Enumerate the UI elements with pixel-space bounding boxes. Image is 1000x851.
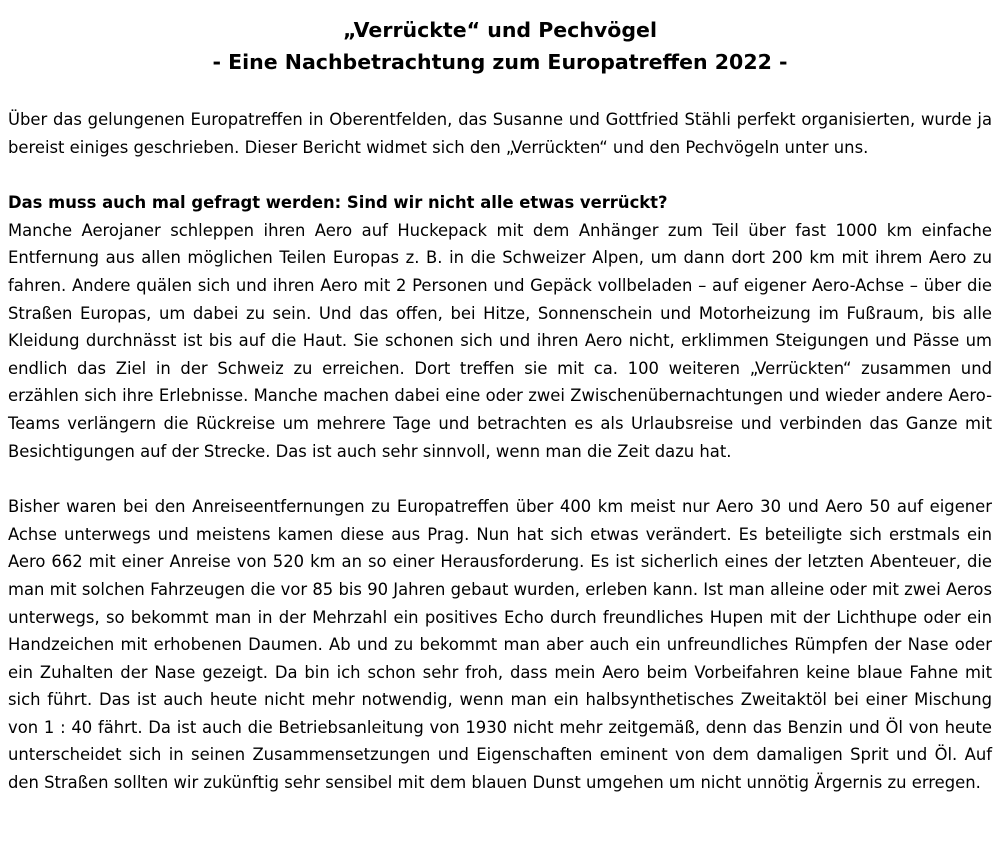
spacer: [8, 161, 992, 189]
section-heading: Das muss auch mal gefragt werden: Sind wir nicht alle etwas verrückt?: [8, 193, 668, 213]
intro-paragraph: Über das gelungenen Europatreffen in Oberentfelden, das Susanne und Gottfried Stähli perfekt organisierten, wurde ja bereist einiges geschrieben. Dieser Bericht widmet sich den „Verrückten“ und den Pechvögeln unter uns.: [8, 110, 992, 157]
title-line-2: - Eine Nachbetrachtung zum Europatreffen 2022 -: [212, 50, 788, 74]
title-line-1: „Verrückte“ und Pechvögel: [343, 18, 657, 42]
body-paragraph-1: Manche Aerojaner schleppen ihren Aero auf Huckepack mit dem Anhänger zum Teil über fast 1000 km einfache Entfernung aus allen möglichen Teilen Europas z. B. in die Schweizer Alpen, um dann dort 200 km mit ihrem Aero zu fahren. Andere quälen sich und ihren Aero mit 2 Personen und Gepäck vollbeladen – auf eigener Aero-Achse – über die Straßen Europas, um dabei zu sein. Und das offen, bei Hitze, Sonnenschein und Motorheizung im Fußraum, bis alle Kleidung durchnässt ist bis auf die Haut. Sie schonen sich und ihren Aero nicht, erklimmen Steigungen und Pässe um endlich das Ziel in der Schweiz zu erreichen. Dort treffen sie mit ca. 100 weiteren „Verrückten“ zusammen und erzählen sich ihre Erlebnisse. Manche machen dabei eine oder zwei Zwischenübernachtungen und wieder andere Aero-Teams verlängern die Rückreise um mehrere Tage und betrachten es als Urlaubsreise und verbinden das Ganze mit Besichtigungen auf der Strecke. Das ist auch sehr sinnvoll, wenn man die Zeit dazu hat.: [8, 220, 992, 461]
spacer: [8, 465, 992, 493]
spacer: [8, 78, 992, 106]
body-paragraph-2: Bisher waren bei den Anreiseentfernungen zu Europatreffen über 400 km meist nur Aero 30 und Aero 50 auf eigener Achse unterwegs und meistens kamen diese aus Prag. Nun hat sich etwas verändert. Es beteiligte sich erstmals ein Aero 662 mit einer Anreise von 520 km an so einer Herausforderung. Es ist sicherlich eines der letzten Abenteuer, die man mit solchen Fahrzeugen die vor 85 bis 90 Jahren gebaut wurden, erleben kann. Ist man alleine oder mit zwei Aeros unterwegs, so bekommt man in der Mehrzahl ein positives Echo durch freundliches Hupen mit der Lichthupe oder ein Handzeichen mit erhobenen Daumen. Ab und zu bekommt man aber auch ein unfreundliches Rümpfen der Nase oder ein Zuhalten der Nase gezeigt. Da bin ich schon sehr froh, dass mein Aero beim Vorbeifahren keine blaue Fahne mit sich führt. Das ist auch heute nicht mehr notwendig, wenn man ein halbsynthetisches Zweitaktöl bei einer Mischung von 1 : 40 fährt. Da ist auch die Betriebsanleitung von 1930 nicht mehr zeitgemäß, denn das Benzin und Öl von heute unterscheidet sich in seinen Zusammensetzungen und Eigenschaften eminent von dem damaligen Sprit und Öl. Auf den Straßen sollten wir zukünftig sehr sensibel mit dem blauen Dunst umgehen um nicht unnötig Ärgernis zu erregen.: [8, 497, 992, 793]
